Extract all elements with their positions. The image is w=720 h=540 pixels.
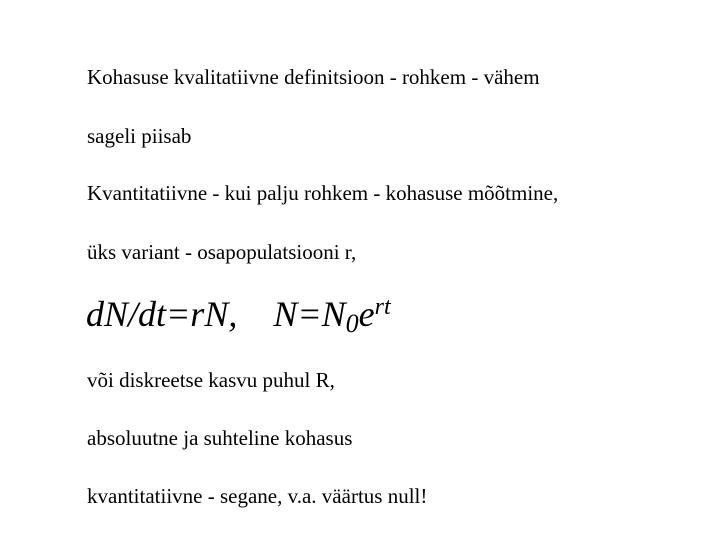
text-line-discrete: või diskreetse kasvu puhul R, [87, 368, 335, 392]
growth-equation [86, 294, 391, 338]
equation-differential: dN/dt=rN, [86, 294, 238, 334]
equation-subscript: 0 [345, 309, 359, 338]
text-line-quantitative: Kvantitatiivne - kui palju rohkem - kohasuse mõõtmine, [87, 181, 559, 205]
equation-exponential-base: N=N [273, 294, 346, 334]
text-line-often-enough: sageli piisab [87, 124, 192, 148]
text-line-variant: üks variant - osapopulatsiooni r, [87, 240, 357, 264]
text-line-absolute-relative: absoluutne ja suhteline kohasus [87, 426, 353, 450]
text-line-definition: Kohasuse kvalitatiivne definitsioon - rohkem - vähem [87, 65, 540, 89]
text-line-quantitative-null: kvantitatiivne - segane, v.a. väärtus null! [87, 484, 428, 508]
equation-superscript: rt [374, 294, 391, 320]
equation-e: e [358, 294, 375, 334]
